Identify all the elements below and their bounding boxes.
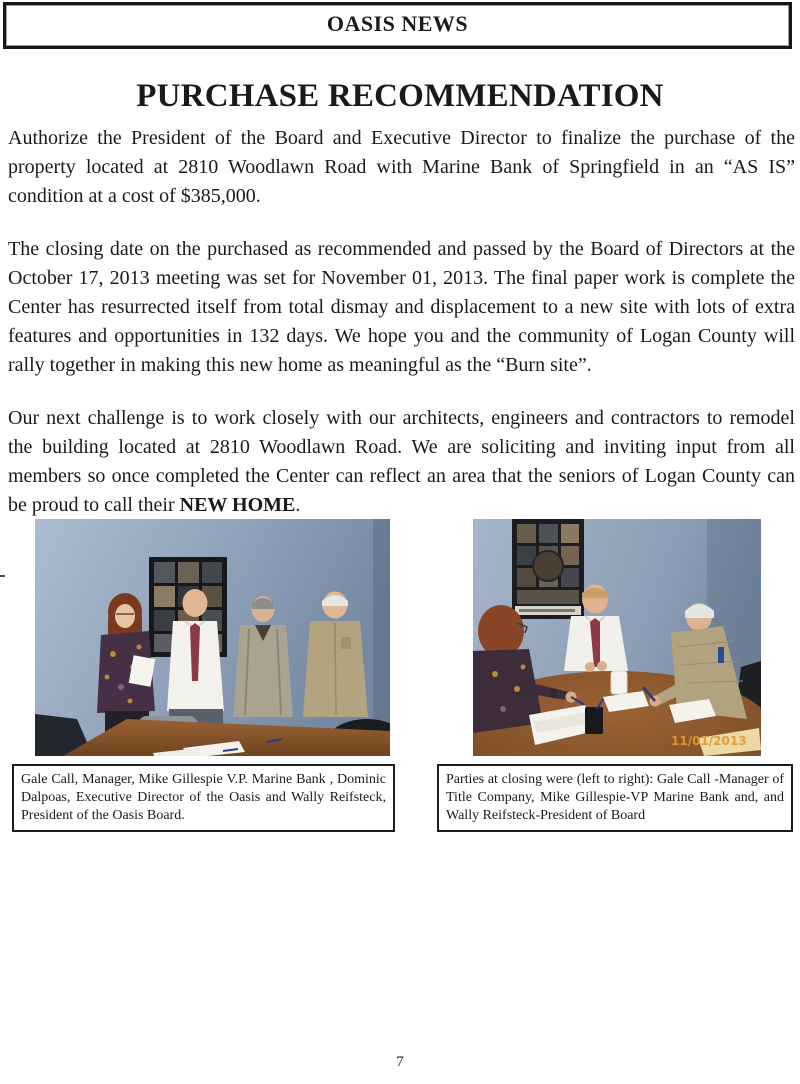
photo-timestamp: 11/01/2013	[671, 734, 747, 748]
paragraph-3-tail: .	[295, 494, 301, 516]
paragraph-2: The closing date on the purchased as recommended and passed by the Board of Directors at the October 17, 2013 meeting was set for November 01, 2013. The final paper work is complete the Center has resurrected itself from total dismay and displacement to a new site with lots of extra features and opportunities in 132 days. We hope you and the community of Logan County will rally together in making this new home as meaningful as the “Burn site”.	[8, 238, 795, 376]
article-headline: PURCHASE RECOMMENDATION	[136, 78, 664, 114]
masthead-title: OASIS NEWS	[326, 11, 469, 36]
photo-right-illustration	[473, 519, 761, 756]
paragraph-3	[8, 404, 795, 520]
framed-artwork	[512, 519, 584, 619]
photo-right-caption: Parties at closing were (left to right): Gale Call -Manager of Title Company, Mike Gillespie-VP Marine Bank and, and Wally Reifsteck-President of Board	[437, 764, 793, 832]
masthead-box	[3, 2, 792, 49]
article-body	[8, 124, 795, 544]
paragraph-3-lead: Our next challenge is to work closely with our architects, engineers and contractors to remodel the building located at 2810 Woodlawn Road. We are soliciting and inviting input from all members so once completed the Center can reflect an area that the seniors of Logan County can be proud to call their	[8, 407, 795, 516]
paragraph-1: Authorize the President of the Board and Executive Director to finalize the purchase of the property located at 2810 Woodlawn Road with Marine Bank of Springfield in an “AS IS” condition at a cost of $385,000.	[8, 127, 795, 207]
photo-left	[35, 519, 390, 756]
paragraph-3-bold: NEW HOME	[179, 494, 296, 516]
photo-left-illustration	[35, 519, 390, 756]
scan-artifact-mark	[0, 575, 5, 577]
photo-right	[473, 519, 761, 756]
page-number: 7	[396, 1054, 404, 1070]
photo-left-caption: Gale Call, Manager, Mike Gillespie V.P. Marine Bank , Dominic Dalpoas, Executive Director of the Oasis and Wally Reifsteck, President of the Oasis Board.	[12, 764, 395, 832]
